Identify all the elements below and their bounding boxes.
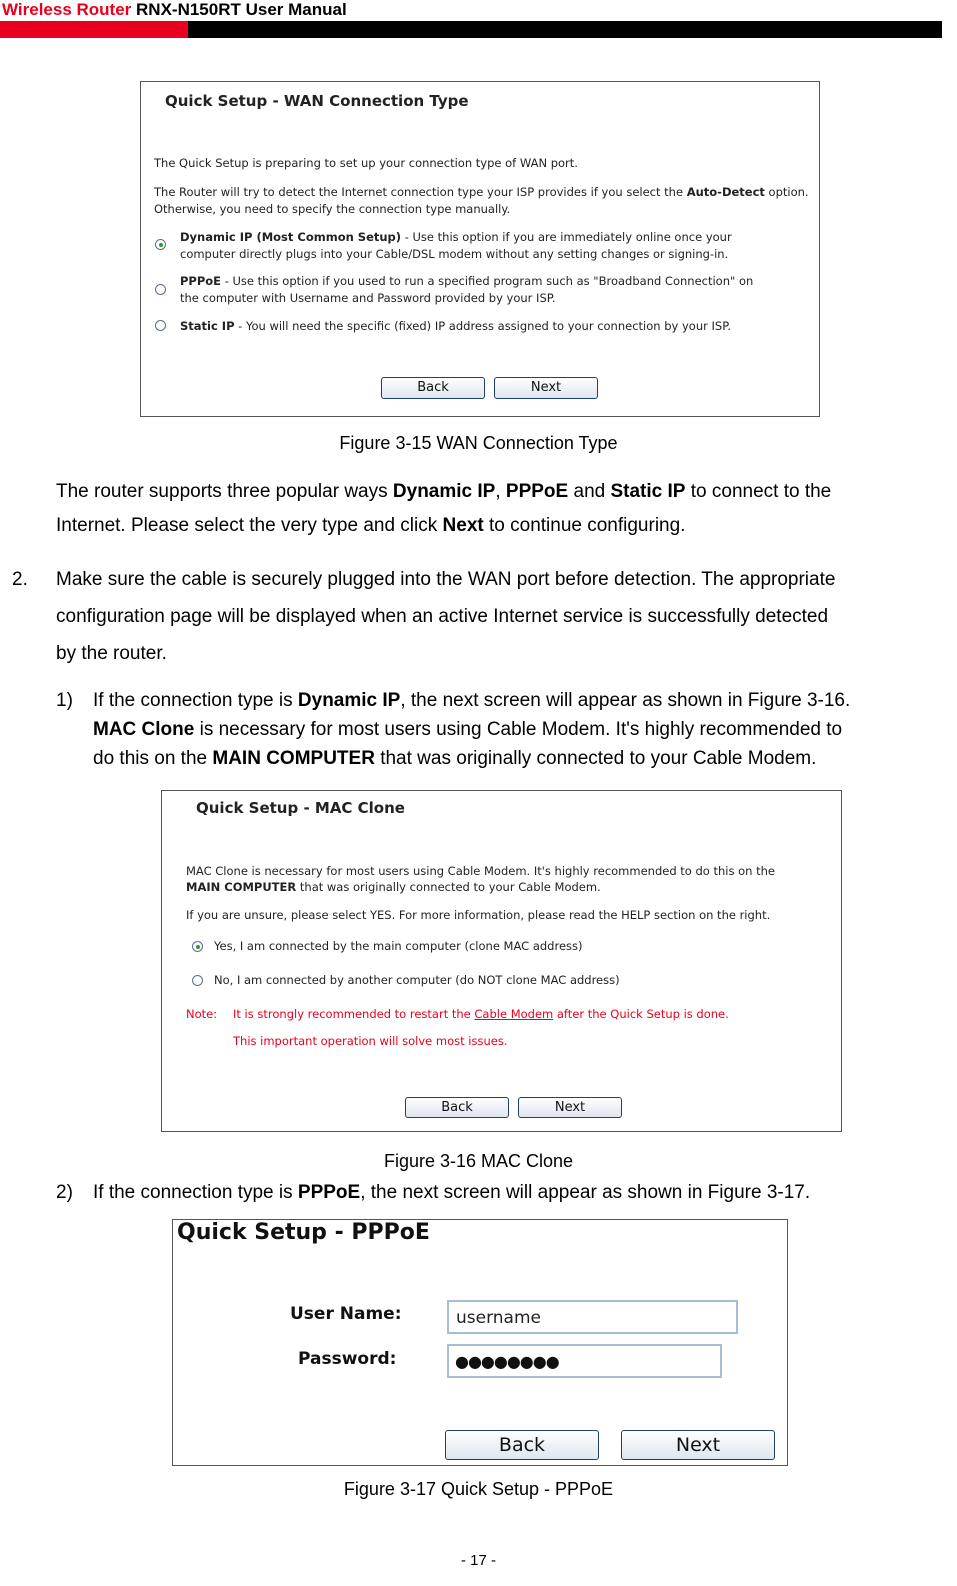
clone-yes-label: Yes, I am connected by the main computer (clone MAC address) (214, 939, 583, 953)
header-bar-red (0, 21, 188, 38)
note-label: Note: (186, 1007, 218, 1021)
para1-text-4: to connect to the (685, 481, 832, 502)
dynamic-ip-radio[interactable] (155, 239, 166, 250)
dynamic-ip-desc-2: computer directly plugs into your Cable/DSL modem without any setting changes or signing-in. (180, 247, 729, 261)
figure-16-caption: Figure 3-16 MAC Clone (383, 1151, 574, 1171)
sub1-l2-bold: MAC Clone (93, 719, 195, 740)
password-label: Password: (298, 1349, 397, 1369)
mac-clone-line-3: If you are unsure, please select YES. For more information, please read the HELP section on the right. (186, 908, 771, 922)
para1-static-ip: Static IP (610, 481, 686, 502)
dynamic-ip-option (180, 230, 732, 244)
para1-text-3: and (568, 481, 611, 502)
sub1-l1-post: , the next screen will appear as shown in Figure 3-16. (400, 690, 851, 711)
password-value: ●●●●●●●● (455, 1352, 559, 1371)
header-title: RNX-N150RT User Manual (136, 0, 347, 19)
wan-intro-text: The Quick Setup is preparing to set up your connection type of WAN port. (154, 156, 578, 170)
mac-clone-main-computer: MAIN COMPUTER (186, 880, 297, 894)
pppoe-next-button[interactable]: Next (621, 1430, 775, 1460)
mac-clone-line-2 (186, 880, 601, 894)
username-input[interactable] (447, 1300, 738, 1334)
para1-line2-post: to continue configuring. (483, 515, 686, 536)
clone-no-label: No, I am connected by another computer (do NOT clone MAC address) (214, 973, 620, 987)
pppoe-desc-2: the computer with Username and Password provided by your ISP. (180, 291, 556, 305)
substep-1-line-3 (93, 745, 816, 773)
clone-no-radio[interactable] (192, 975, 203, 986)
cable-modem-link[interactable]: Cable Modem (474, 1007, 554, 1021)
pppoe-back-button[interactable]: Back (445, 1430, 599, 1460)
dynamic-ip-desc: - Use this option if you are immediately online once your (401, 230, 732, 244)
connection-types-paragraph (56, 475, 831, 509)
mac-clone-next-button[interactable]: Next (518, 1097, 622, 1118)
wan-detect-bold: Auto-Detect (686, 185, 765, 199)
wan-detect-text-2: Otherwise, you need to specify the connection type manually. (154, 202, 511, 216)
pppoe-radio[interactable] (155, 284, 166, 295)
password-input[interactable] (447, 1344, 722, 1378)
sub1-l3-bold: MAIN COMPUTER (212, 748, 375, 769)
sub1-l2-post: is necessary for most users using Cable Modem. It's highly recommended to (194, 719, 843, 740)
header-brand: Wireless Router (2, 0, 132, 19)
sub1-l1-bold: Dynamic IP (297, 690, 401, 711)
pppoe-screenshot (172, 1219, 788, 1466)
note-line-1 (233, 1007, 729, 1021)
dynamic-ip-label: Dynamic IP (Most Common Setup) (180, 230, 402, 244)
para1-line2-pre: Internet. Please select the very type and click (56, 515, 443, 536)
figure-15-caption: Figure 3-15 WAN Connection Type (339, 433, 618, 453)
sub2-pre: If the connection type is (93, 1182, 298, 1203)
step-2-number: 2. (12, 569, 28, 590)
username-value: username (456, 1308, 541, 1328)
static-ip-radio[interactable] (155, 320, 166, 331)
wan-detect-post: option. (764, 185, 809, 199)
para1-next: Next (442, 515, 484, 536)
wan-detect-pre: The Router will try to detect the Internet connection type your ISP provides if you select the (154, 185, 687, 199)
figure-17-caption: Figure 3-17 Quick Setup - PPPoE (343, 1479, 614, 1499)
static-ip-label: Static IP (180, 319, 235, 333)
sub1-l1-pre: If the connection type is (93, 690, 298, 711)
wan-screen-title: Quick Setup - WAN Connection Type (165, 92, 469, 110)
page-number: - 17 - (460, 1552, 496, 1569)
substep-1-number: 1) (56, 690, 73, 711)
wan-connection-type-screenshot (140, 81, 820, 417)
mac-clone-back-button[interactable]: Back (405, 1097, 509, 1118)
wan-back-button[interactable]: Back (381, 377, 485, 399)
pppoe-desc: - Use this option if you used to run a specified program such as "Broadband Connection" on (221, 274, 754, 288)
clone-yes-radio[interactable] (192, 941, 203, 952)
wan-detect-text (154, 185, 809, 199)
para1-pppoe: PPPoE (505, 481, 569, 502)
mac-clone-line-1: MAC Clone is necessary for most users using Cable Modem. It's highly recommended to do this on the (186, 864, 775, 878)
mac-clone-screenshot (161, 790, 842, 1132)
step-2-line-2: configuration page will be displayed when an active Internet service is successfully detected (56, 606, 829, 627)
wan-next-button[interactable]: Next (494, 377, 598, 399)
para1-text-1: The router supports three popular ways (56, 481, 393, 502)
pppoe-label: PPPoE (180, 274, 222, 288)
note-line-1-post: after the Quick Setup is done. (553, 1007, 729, 1021)
substep-2-line (93, 1179, 810, 1207)
connection-types-paragraph-2 (56, 509, 685, 543)
mac-clone-line-2-post: that was originally connected to your Cable Modem. (296, 880, 601, 894)
note-line-2: This important operation will solve most issues. (233, 1034, 508, 1048)
note-line-1-pre: It is strongly recommended to restart the (233, 1007, 475, 1021)
sub1-l3-pre: do this on the (93, 748, 213, 769)
substep-1-line-2 (93, 716, 842, 744)
manual-header (2, 0, 347, 20)
step-2-line-1: Make sure the cable is securely plugged into the WAN port before detection. The appropriate (56, 569, 836, 590)
substep-2-number: 2) (56, 1182, 73, 1203)
header-bar-black (188, 21, 942, 38)
para1-text-2: , (495, 481, 506, 502)
username-label: User Name: (290, 1304, 402, 1324)
sub2-pppoe: PPPoE (297, 1182, 361, 1203)
pppoe-option (180, 274, 753, 288)
pppoe-screen-title: Quick Setup - PPPoE (177, 1220, 430, 1245)
mac-clone-title: Quick Setup - MAC Clone (196, 799, 405, 817)
step-2-line-3: by the router. (56, 643, 167, 664)
sub2-post: , the next screen will appear as shown in Figure 3-17. (360, 1182, 811, 1203)
sub1-l3-post: that was originally connected to your Cable Modem. (374, 748, 817, 769)
static-ip-desc: - You will need the specific (fixed) IP address assigned to your connection by your ISP. (234, 319, 731, 333)
para1-dynamic-ip: Dynamic IP (392, 481, 496, 502)
substep-1-line-1 (93, 687, 850, 715)
static-ip-option (180, 319, 731, 333)
